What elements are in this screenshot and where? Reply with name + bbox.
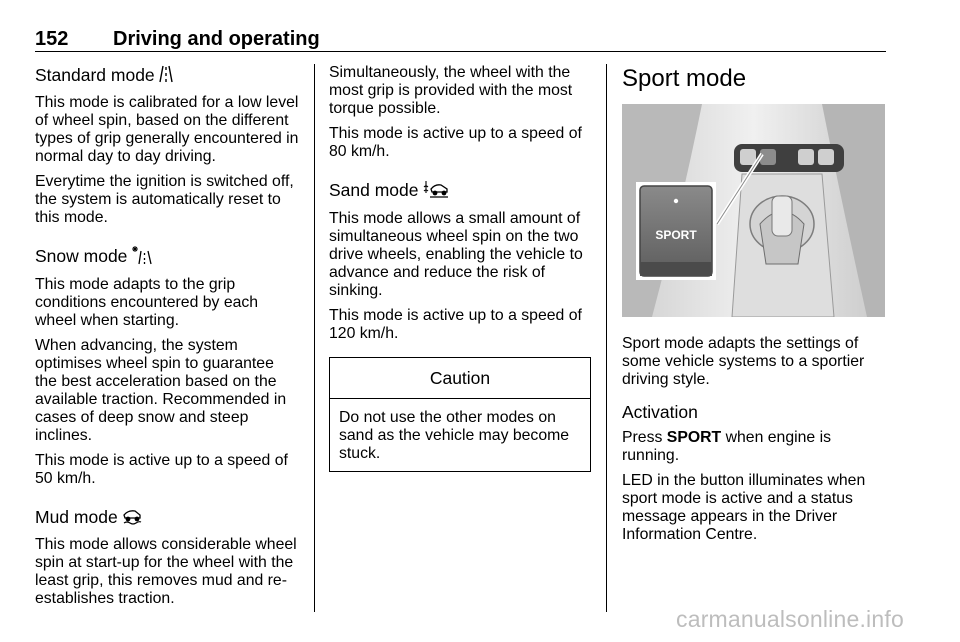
caution-text: Do not use the other modes on sand as the vehicle may become stuck.: [339, 409, 570, 462]
paragraph: Press SPORT when engine is running.: [622, 429, 831, 464]
page-number: 152: [35, 28, 69, 50]
activation-heading: Activation: [622, 402, 698, 422]
column-1: [35, 64, 300, 615]
column-3: [622, 64, 885, 551]
mud-car-icon: [122, 507, 142, 530]
sand-car-icon: [423, 179, 449, 204]
paragraph: This mode adapts to the grip conditions encountered by each wheel when starting.: [35, 275, 259, 329]
paragraph: When advancing, the system optimises wheel spin to guarantee the best acceleration based on the available traction. Recommended in cases of deep snow and steep inclines.: [35, 336, 287, 444]
section-title: Driving and operating: [113, 28, 320, 50]
paragraph: Simultaneously, the wheel with the most grip is provided with the most torque possible.: [329, 64, 573, 117]
column-divider-1: [314, 64, 315, 612]
snow-mode-heading: Snow mode: [35, 245, 300, 270]
sand-mode-heading: Sand mode: [329, 179, 591, 204]
sport-keyword: SPORT: [666, 429, 722, 446]
column-divider-2: [606, 64, 607, 612]
paragraph: LED in the button illuminates when sport mode is active and a status message appears in the Driver Information Centre.: [622, 472, 866, 543]
snowflake-road-icon: [131, 245, 153, 270]
paragraph: This mode allows considerable wheel spin at start-up for the wheel with the least grip, this removes mud and re-establishes traction.: [35, 535, 297, 607]
mud-mode-heading: Mud mode: [35, 506, 300, 530]
paragraph: This mode allows a small amount of simultaneous wheel spin on the two drive wheels, enabling the vehicle to advance and reduce the risk of sinking.: [329, 210, 583, 299]
paragraph: Sport mode adapts the settings of some vehicle systems to a sportier driving style.: [622, 335, 865, 388]
column-2: [329, 64, 591, 472]
paragraph: This mode is active up to a speed of 80 km/h.: [329, 125, 582, 160]
sport-button-photo: [622, 104, 885, 317]
paragraph: This mode is active up to a speed of 120 km/h.: [329, 307, 582, 342]
header-rule: [35, 51, 886, 52]
caution-title: Caution: [330, 358, 590, 399]
road-icon: [159, 65, 173, 88]
paragraph: This mode is active up to a speed of 50 km/h.: [35, 451, 288, 487]
paragraph: Everytime the ignition is switched off, the system is automatically reset to this mode.: [35, 172, 294, 226]
paragraph: This mode is calibrated for a low level of wheel spin, based on the different types of grip generally encountered in normal day to day driving.: [35, 93, 299, 165]
caution-box: [329, 357, 591, 472]
sport-mode-heading: Sport mode: [622, 65, 747, 92]
sport-button-label: SPORT: [655, 228, 697, 242]
watermark: carmanualsonline.info: [676, 606, 904, 632]
page-header: [35, 28, 885, 50]
standard-mode-heading: Standard mode: [35, 64, 300, 88]
